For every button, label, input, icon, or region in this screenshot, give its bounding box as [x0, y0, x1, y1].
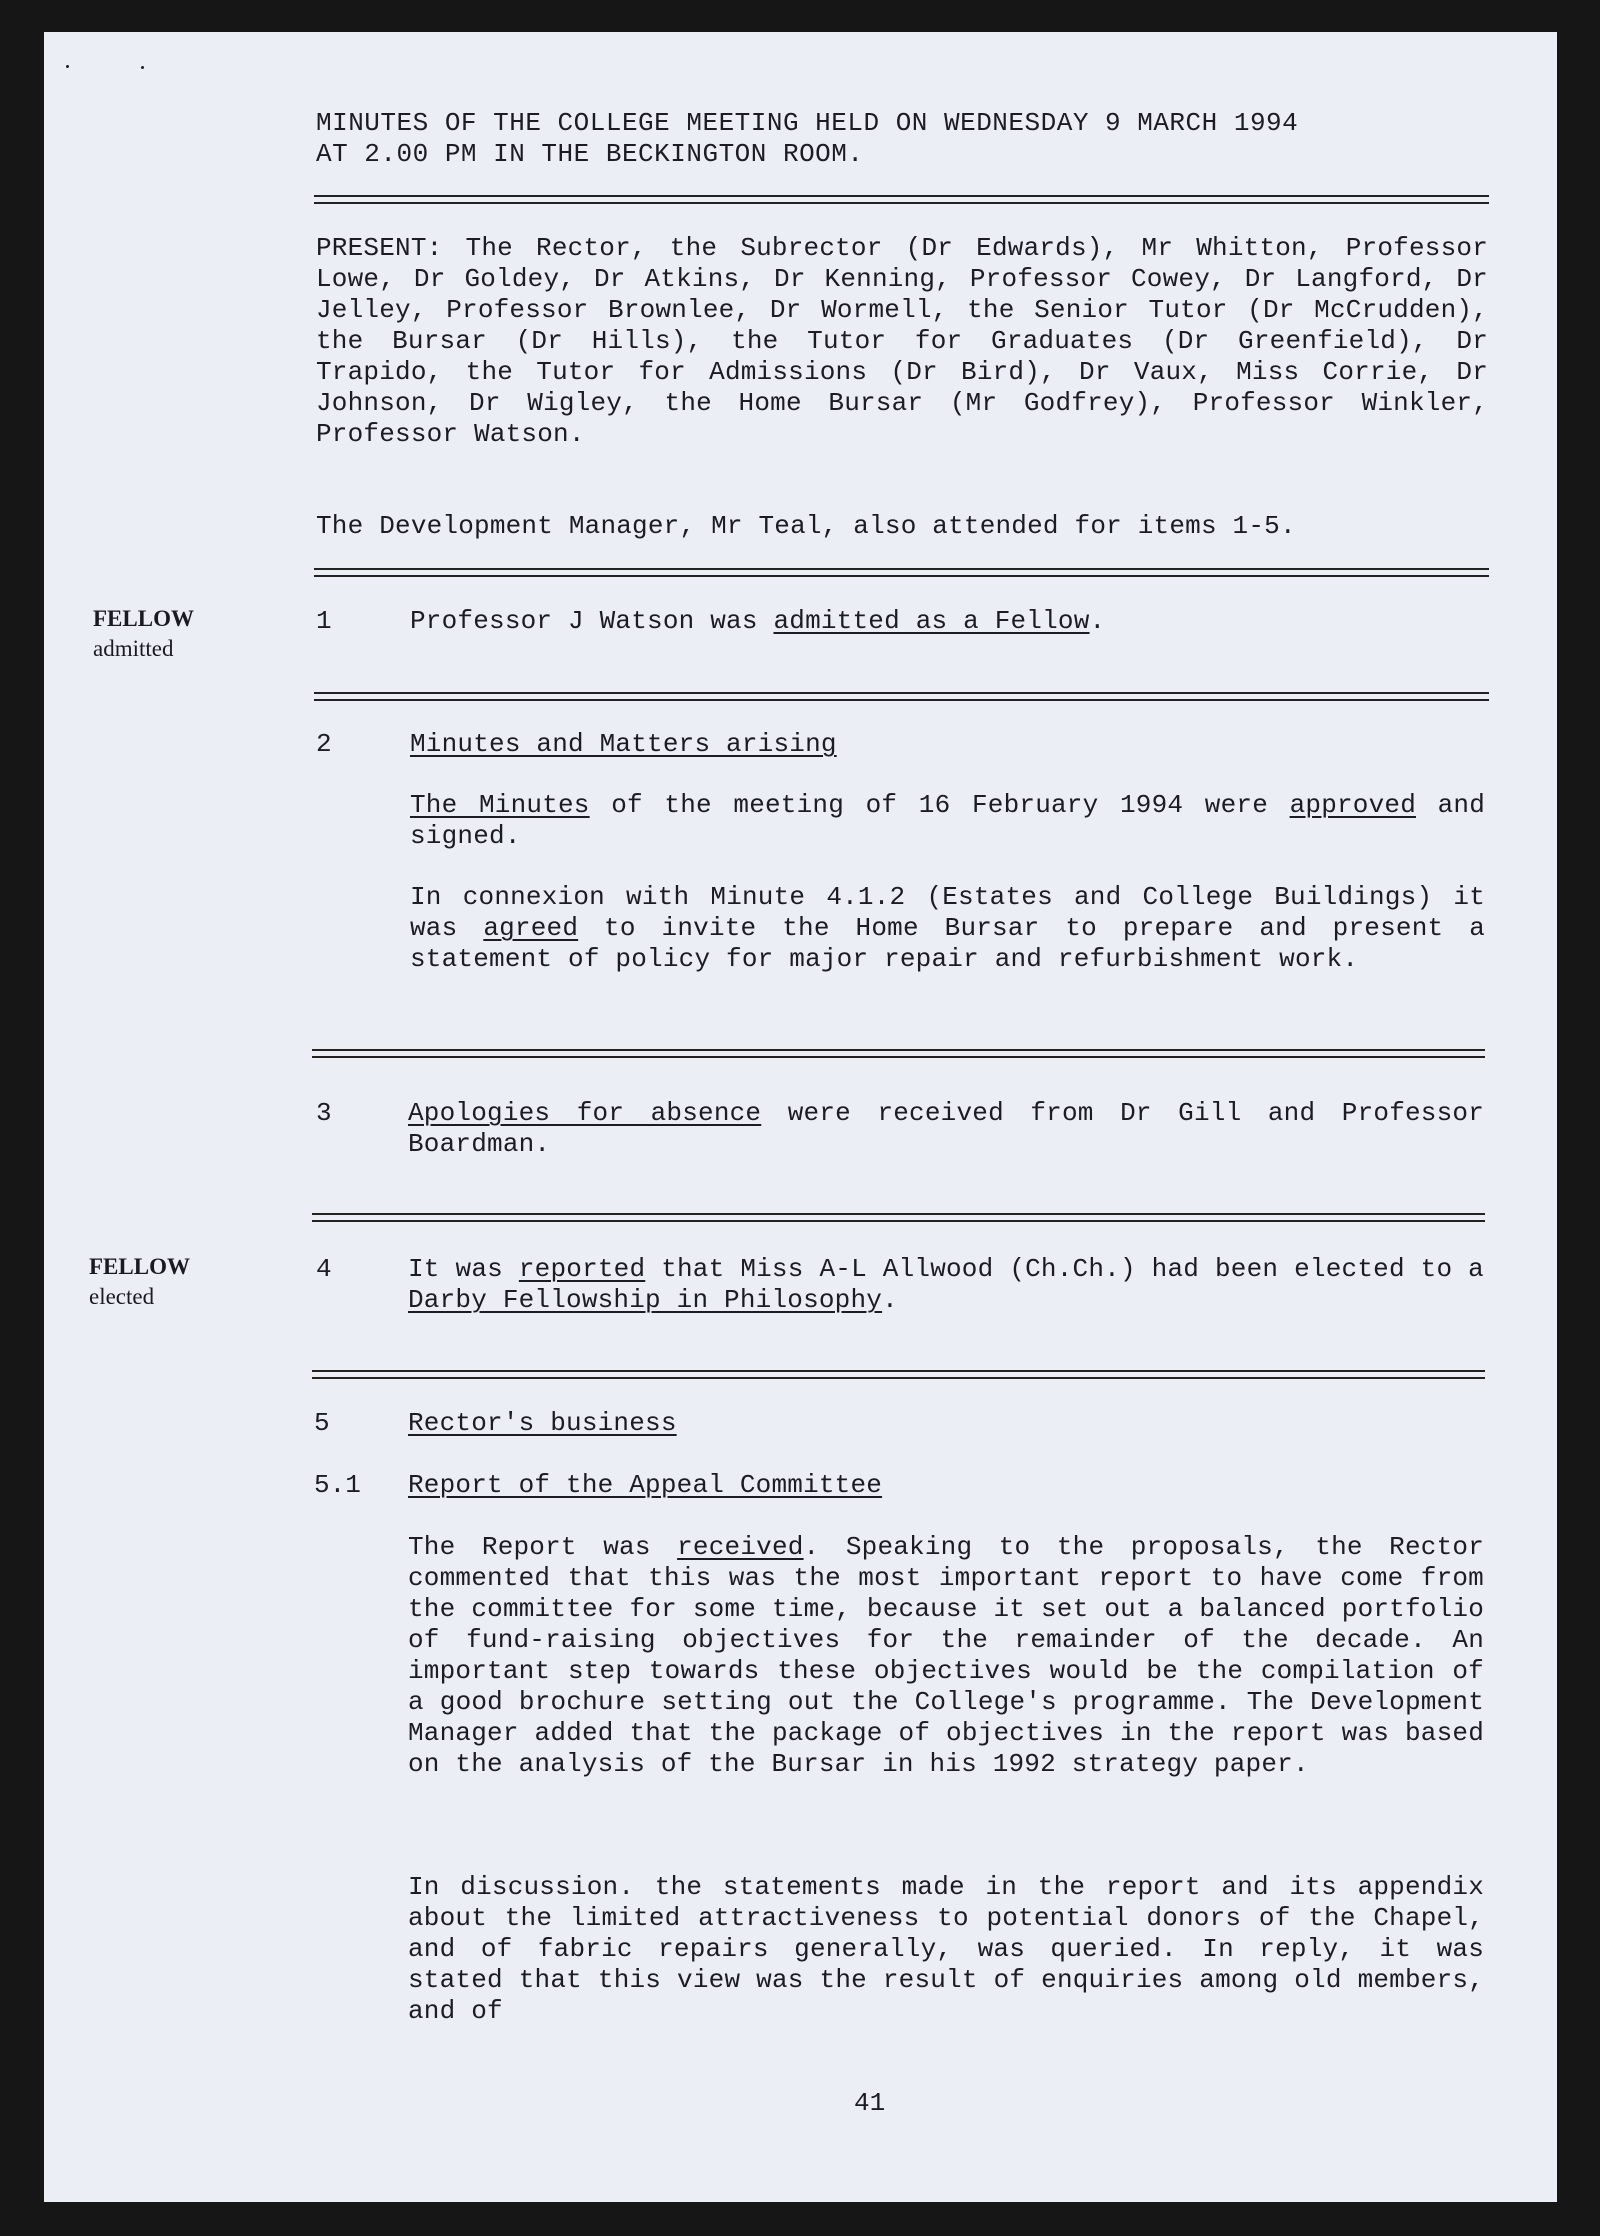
item-5-1-title: [408, 1470, 1484, 1501]
underlined-phrase: Apologies for absence: [408, 1098, 762, 1128]
underlined-phrase: reported: [518, 1254, 646, 1284]
margin-note-fellow-admitted: [93, 604, 194, 664]
underlined-phrase: admitted as a Fellow: [773, 606, 1090, 636]
underlined-phrase: Darby Fellowship in Philosophy: [408, 1285, 883, 1315]
item-title: Minutes and Matters arising: [410, 729, 837, 759]
document-page: [44, 32, 1557, 2202]
text-run: The Report was: [408, 1532, 678, 1562]
item-number: 4: [316, 1254, 332, 1284]
text-run: and signed.: [410, 790, 1486, 851]
section-rule: [314, 692, 1489, 701]
attendance-note: The Development Manager, Mr Teal, also attended for items 1-5.: [316, 511, 1296, 541]
page-number: 41: [854, 2088, 886, 2118]
item-5-1-para-1: [408, 1532, 1484, 1780]
text-run: Professor J Watson was: [410, 606, 774, 636]
margin-note-sub: admitted: [93, 636, 174, 661]
text-run: . Speaking to the proposals, the Rector commented that this was the most important report to have come from the committee for some time, because it set out a balanced portfolio of fund-raising objectives for the remainder of the decade. An important step towards these objectives would be the compilation of a good brochure setting out the College's programme. The Development Manager added that the package of objectives in the report was based on the analysis of the Bursar in his 1992 strategy paper.: [408, 1532, 1484, 1779]
margin-note-fellow-elected: [89, 1252, 190, 1312]
section-rule: [312, 1370, 1485, 1379]
heading-line-2: AT 2.00 PM IN THE BECKINGTON ROOM.: [316, 139, 864, 169]
scan-mark: [141, 66, 144, 69]
heading-line-1: MINUTES OF THE COLLEGE MEETING HELD ON WEDNESDAY 9 MARCH 1994: [316, 108, 1299, 138]
item-2-para-2: [410, 882, 1485, 975]
margin-note-title: FELLOW: [93, 606, 194, 631]
item-5-1-para-2: In discussion. the statements made in the report and its appendix about the limited attractiveness to potential donors of the Chapel, and of fabric repairs generally, was queried. In reply, it was stated that this view was the result of enquiries among old members, and of: [408, 1872, 1484, 2026]
item-2-title: [410, 729, 1485, 760]
item-number: 3: [316, 1098, 332, 1128]
item-3-text: [408, 1098, 1484, 1160]
text-run: of the meeting of 16 February 1994 were: [589, 790, 1290, 820]
text-run: to invite the Home Bursar to prepare and present a statement of policy for major repair and refurbishment work.: [410, 913, 1485, 974]
item-5-title: [408, 1408, 1484, 1439]
text-run: were received from Dr Gill and Professor Boardman.: [408, 1098, 1485, 1159]
item-4-text: [408, 1254, 1484, 1316]
section-rule: [314, 195, 1489, 204]
text-run: .: [882, 1285, 898, 1315]
section-rule: [312, 1049, 1485, 1058]
item-title: Rector's business: [408, 1408, 677, 1438]
item-title: Report of the Appeal Committee: [408, 1470, 883, 1500]
underlined-phrase: approved: [1289, 790, 1417, 820]
text-run: It was: [408, 1254, 519, 1284]
item-number: 1: [316, 606, 332, 636]
text-run: .: [1089, 606, 1106, 636]
item-number: 2: [316, 729, 332, 759]
margin-note-title: FELLOW: [89, 1254, 190, 1279]
item-1-text: [410, 606, 1485, 637]
section-rule: [314, 568, 1489, 577]
scan-mark: [66, 65, 69, 68]
underlined-phrase: received: [677, 1532, 804, 1562]
text-run: that Miss A-L Allwood (Ch.Ch.) had been elected to a: [645, 1254, 1484, 1284]
text-run: In connexion with Minute 4.1.2 (Estates and College Buildings) it was: [410, 882, 1485, 943]
present-list: PRESENT: The Rector, the Subrector (Dr Edwards), Mr Whitton, Professor Lowe, Dr Goldey, Dr Atkins, Dr Kenning, Professor Cowey, Dr Langford, Dr Jelley, Professor Brownlee, Dr Wormell, the Senior Tutor (Dr McCrudden), the Bursar (Dr Hills), the Tutor for Graduates (Dr Greenfield), Dr Trapido, the Tutor for Admissions (Dr Bird), Dr Vaux, Miss Corrie, Dr Johnson, Dr Wigley, the Home Bursar (Mr Godfrey), Professor Winkler, Professor Watson.: [316, 233, 1488, 449]
minutes-heading: [316, 108, 1446, 170]
underlined-phrase: The Minutes: [410, 790, 590, 820]
underlined-phrase: agreed: [483, 913, 579, 943]
item-number: 5: [314, 1408, 330, 1438]
sub-item-number: 5.1: [314, 1470, 361, 1500]
section-rule: [312, 1213, 1485, 1222]
item-2-para-1: [410, 790, 1485, 852]
margin-note-sub: elected: [89, 1284, 155, 1309]
